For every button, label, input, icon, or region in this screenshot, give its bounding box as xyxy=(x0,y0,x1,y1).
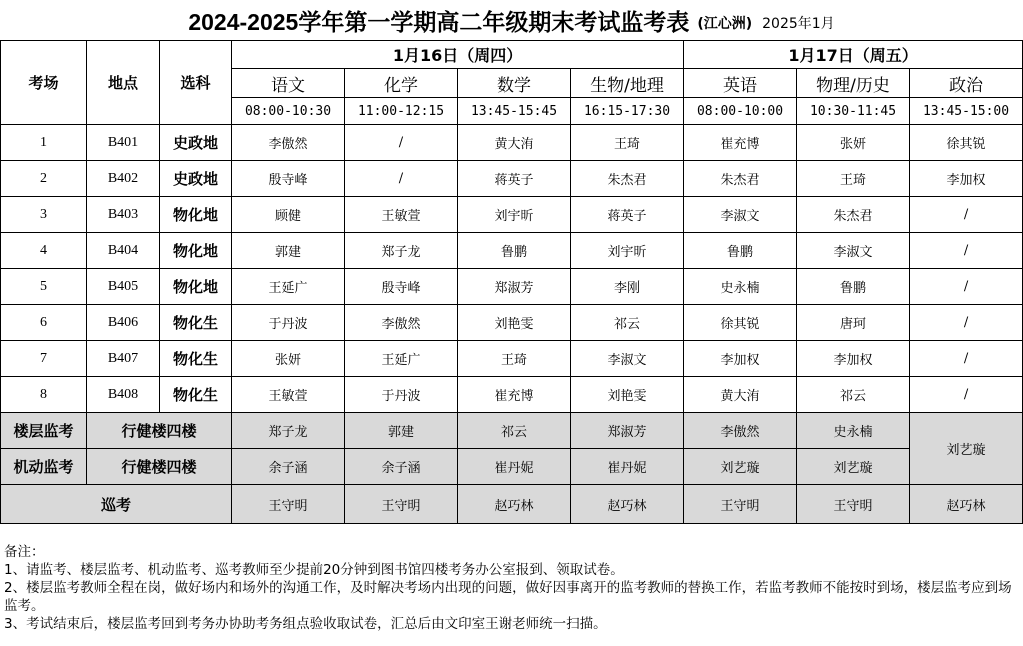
subject-header: 语文 xyxy=(232,69,345,98)
floor-place: 行健楼四楼 xyxy=(87,413,232,449)
room-number: 6 xyxy=(1,305,87,341)
room-number: 5 xyxy=(1,269,87,305)
proctor-cell: 史永楠 xyxy=(797,413,910,449)
proctor-cell: 崔充博 xyxy=(458,377,571,413)
header-room: 考场 xyxy=(1,41,87,125)
subject-time: 08:00-10:30 xyxy=(232,98,345,125)
note-item: 2、楼层监考教师全程在岗，做好场内和场外的沟通工作，及时解决考场内出现的问题，做好因事离开的监考教师的替换工作，若监考教师不能按时到场，楼层监考应到场监考。 xyxy=(4,580,1012,614)
room-location: B402 xyxy=(87,161,160,197)
room-location: B401 xyxy=(87,125,160,161)
proctor-cell: 李淑文 xyxy=(684,197,797,233)
proctor-cell: 于丹波 xyxy=(232,305,345,341)
proctor-cell: 王琦 xyxy=(458,341,571,377)
proctor-cell: 刘宇昕 xyxy=(458,197,571,233)
room-number: 3 xyxy=(1,197,87,233)
mobile-proctor-row xyxy=(1,449,1023,485)
proctor-cell: 郑子龙 xyxy=(345,233,458,269)
room-location: B404 xyxy=(87,233,160,269)
date-note: 2025年1月 xyxy=(762,16,835,32)
room-number: 7 xyxy=(1,341,87,377)
proctor-cell: 朱杰君 xyxy=(684,161,797,197)
proctor-cell: 刘艳雯 xyxy=(571,377,684,413)
patrol-row xyxy=(1,485,1023,524)
proctor-cell: 史永楠 xyxy=(684,269,797,305)
proctor-cell: 郑淑芳 xyxy=(571,413,684,449)
proctor-cell: 祁云 xyxy=(571,305,684,341)
note-item: 3、考试结束后，楼层监考回到考务办协助考务组点验收取试卷，汇总后由文印室王谢老师统一扫描。 xyxy=(4,616,607,632)
proctor-cell: 刘艳雯 xyxy=(458,305,571,341)
proctor-cell: 余子涵 xyxy=(232,449,345,485)
notes-heading: 备注： xyxy=(4,544,45,560)
proctor-cell: 李淑文 xyxy=(571,341,684,377)
proctor-cell: / xyxy=(345,161,458,197)
table-row xyxy=(1,269,1023,305)
proctor-cell: 李傲然 xyxy=(232,125,345,161)
proctor-cell: 王琦 xyxy=(797,161,910,197)
proctor-cell: 郑子龙 xyxy=(232,413,345,449)
proctor-cell: 王守明 xyxy=(797,485,910,524)
proctor-cell: 黄大洧 xyxy=(684,377,797,413)
proctor-cell: 祁云 xyxy=(458,413,571,449)
subject-combo: 物化生 xyxy=(160,305,232,341)
proctor-cell: 鲁鹏 xyxy=(458,233,571,269)
proctor-cell: 王敏萱 xyxy=(345,197,458,233)
proctor-cell: 祁云 xyxy=(797,377,910,413)
room-number: 1 xyxy=(1,125,87,161)
proctor-cell: 张妍 xyxy=(232,341,345,377)
subject-combo: 物化地 xyxy=(160,269,232,305)
room-number: 2 xyxy=(1,161,87,197)
proctor-cell: 顾健 xyxy=(232,197,345,233)
table-row xyxy=(1,377,1023,413)
mobile-label: 机动监考 xyxy=(1,449,87,485)
proctor-cell: 徐其锐 xyxy=(684,305,797,341)
page-title: 2024-2025学年第一学期高二年级期末考试监考表 xyxy=(188,8,690,35)
proctor-cell: 殷寺峰 xyxy=(232,161,345,197)
patrol-label: 巡考 xyxy=(1,485,232,524)
proctor-cell: 王守明 xyxy=(684,485,797,524)
proctor-cell: / xyxy=(910,233,1023,269)
table-row xyxy=(1,197,1023,233)
proctor-cell: 王琦 xyxy=(571,125,684,161)
subject-header: 生物/地理 xyxy=(571,69,684,98)
header-combo: 选科 xyxy=(160,41,232,125)
subject-combo: 物化生 xyxy=(160,377,232,413)
table-row xyxy=(1,233,1023,269)
proctor-cell: 刘艺璇 xyxy=(797,449,910,485)
proctor-cell: 李淑文 xyxy=(797,233,910,269)
proctor-cell: 赵巧林 xyxy=(910,485,1023,524)
proctor-cell: 赵巧林 xyxy=(571,485,684,524)
subject-combo: 史政地 xyxy=(160,125,232,161)
subject-combo: 物化地 xyxy=(160,197,232,233)
proctor-cell: 郑淑芳 xyxy=(458,269,571,305)
proctor-cell: 王延广 xyxy=(345,341,458,377)
proctor-cell: 黄大洧 xyxy=(458,125,571,161)
proctor-cell: 崔丹妮 xyxy=(571,449,684,485)
floor-proctor-row xyxy=(1,413,1023,449)
subject-time: 08:00-10:00 xyxy=(684,98,797,125)
proctor-cell: 王守明 xyxy=(232,485,345,524)
proctor-cell: 鲁鹏 xyxy=(797,269,910,305)
proctor-cell: 刘宇昕 xyxy=(571,233,684,269)
proctor-cell: / xyxy=(345,125,458,161)
subject-time: 13:45-15:45 xyxy=(458,98,571,125)
proctor-cell: / xyxy=(910,197,1023,233)
proctor-cell: 赵巧林 xyxy=(458,485,571,524)
table-row xyxy=(1,161,1023,197)
proctor-cell: 王守明 xyxy=(345,485,458,524)
title-row xyxy=(0,0,1023,40)
schedule-table xyxy=(0,40,1023,524)
campus-label: (江心洲) xyxy=(697,16,753,32)
subject-header: 英语 xyxy=(684,69,797,98)
proctor-cell: 崔充博 xyxy=(684,125,797,161)
room-number: 8 xyxy=(1,377,87,413)
proctor-cell: 张妍 xyxy=(797,125,910,161)
proctor-cell: 唐珂 xyxy=(797,305,910,341)
proctor-cell: 刘艺璇 xyxy=(684,449,797,485)
proctor-cell: / xyxy=(910,269,1023,305)
table-row xyxy=(1,125,1023,161)
proctor-cell: 王延广 xyxy=(232,269,345,305)
subject-header: 政治 xyxy=(910,69,1023,98)
proctor-cell: 于丹波 xyxy=(345,377,458,413)
proctor-cell: 朱杰君 xyxy=(797,197,910,233)
proctor-cell: 殷寺峰 xyxy=(345,269,458,305)
subject-header: 化学 xyxy=(345,69,458,98)
proctor-cell: 朱杰君 xyxy=(571,161,684,197)
proctor-cell: / xyxy=(910,305,1023,341)
note-item: 1、请监考、楼层监考、机动监考、巡考教师至少提前20分钟到图书馆四楼考务办公室报到、领取试卷。 xyxy=(4,562,624,578)
room-location: B407 xyxy=(87,341,160,377)
floor-label: 楼层监考 xyxy=(1,413,87,449)
header-day2: 1月17日（周五） xyxy=(684,41,1023,69)
room-location: B405 xyxy=(87,269,160,305)
proctor-cell: 李加权 xyxy=(684,341,797,377)
room-location: B403 xyxy=(87,197,160,233)
merged-politics-cell: 刘艺璇 xyxy=(910,413,1023,485)
subject-header: 物理/历史 xyxy=(797,69,910,98)
proctor-cell: 李刚 xyxy=(571,269,684,305)
notes xyxy=(4,543,1020,633)
proctor-cell: 李傲然 xyxy=(684,413,797,449)
proctor-cell: 李加权 xyxy=(910,161,1023,197)
subject-combo: 史政地 xyxy=(160,161,232,197)
proctor-cell: 徐其锐 xyxy=(910,125,1023,161)
proctor-cell: 蒋英子 xyxy=(571,197,684,233)
room-location: B408 xyxy=(87,377,160,413)
proctor-cell: 郭建 xyxy=(232,233,345,269)
subject-time: 13:45-15:00 xyxy=(910,98,1023,125)
proctor-cell: / xyxy=(910,377,1023,413)
subject-header: 数学 xyxy=(458,69,571,98)
mobile-place: 行健楼四楼 xyxy=(87,449,232,485)
proctor-cell: 李加权 xyxy=(797,341,910,377)
subject-time: 16:15-17:30 xyxy=(571,98,684,125)
room-number: 4 xyxy=(1,233,87,269)
subject-combo: 物化地 xyxy=(160,233,232,269)
header-day1: 1月16日（周四） xyxy=(232,41,684,69)
proctor-cell: 余子涵 xyxy=(345,449,458,485)
table-row xyxy=(1,305,1023,341)
room-location: B406 xyxy=(87,305,160,341)
proctor-cell: 蒋英子 xyxy=(458,161,571,197)
proctor-cell: 崔丹妮 xyxy=(458,449,571,485)
subject-time: 10:30-11:45 xyxy=(797,98,910,125)
proctor-cell: 李傲然 xyxy=(345,305,458,341)
subject-time: 11:00-12:15 xyxy=(345,98,458,125)
proctor-cell: 郭建 xyxy=(345,413,458,449)
proctor-cell: 王敏萱 xyxy=(232,377,345,413)
table-row xyxy=(1,341,1023,377)
proctor-cell: 鲁鹏 xyxy=(684,233,797,269)
subject-combo: 物化生 xyxy=(160,341,232,377)
proctor-cell: / xyxy=(910,341,1023,377)
header-location: 地点 xyxy=(87,41,160,125)
